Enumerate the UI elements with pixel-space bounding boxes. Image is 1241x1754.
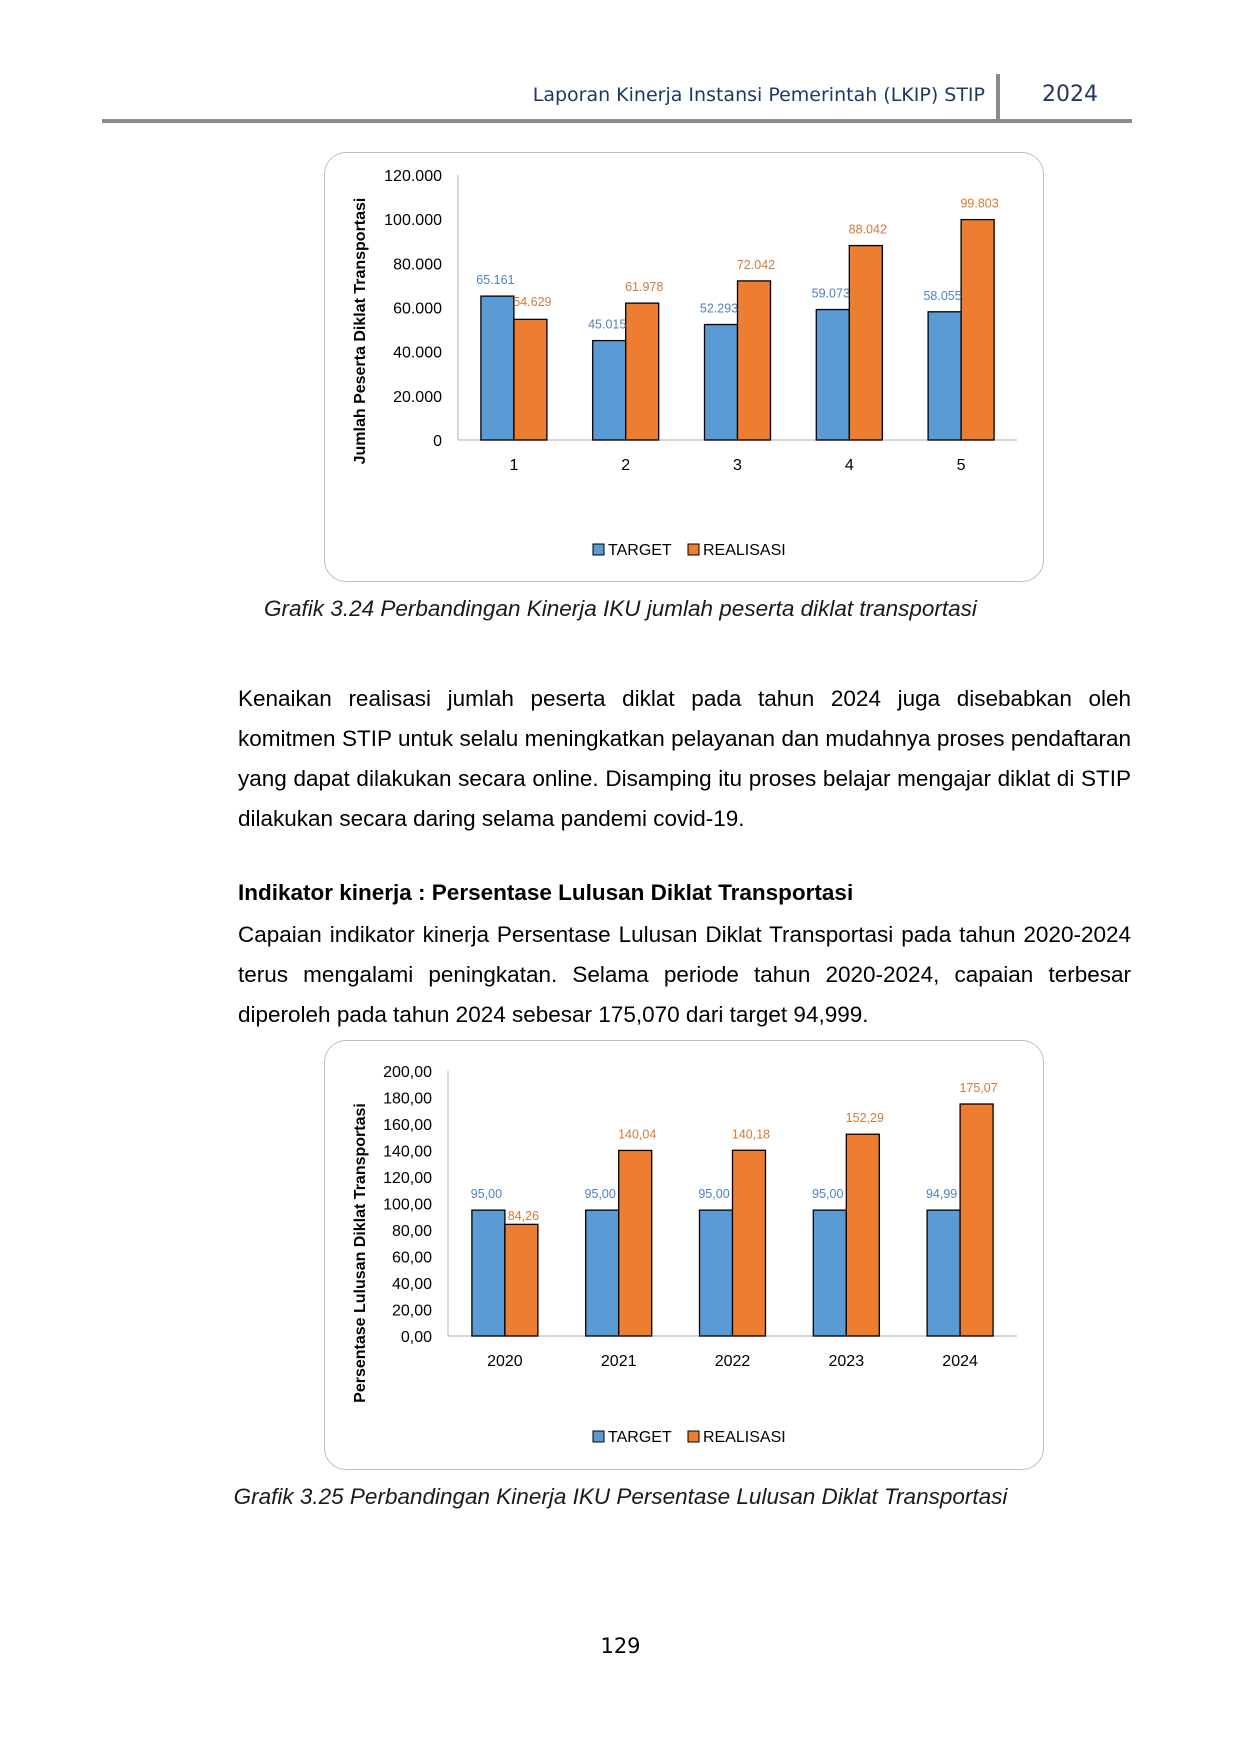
data-label-realisasi: 88.042 [848,222,887,237]
legend-label-realisasi: REALISASI [703,542,786,559]
y-tick-label: 0,00 [400,1329,432,1346]
bar-realisasi [849,246,882,440]
x-tick-label: 2023 [828,1353,865,1370]
chart-persentase-lulusan-svg [325,1041,1043,1469]
bar-target [700,1210,733,1336]
y-tick-label: 200,00 [383,1064,432,1081]
y-tick-label: 20,00 [391,1302,432,1320]
y-tick-label: 120.000 [384,168,442,185]
bar-target [705,325,738,440]
bar-realisasi [846,1134,879,1336]
data-label-realisasi: 152,29 [845,1111,884,1126]
header-divider [996,74,1000,122]
data-label-target: 94,99 [925,1187,958,1202]
y-tick-label: 100,00 [383,1196,432,1214]
bar-target [928,312,961,440]
data-label-realisasi: 84,26 [507,1209,540,1224]
y-axis-title: Jumlah Peserta Diklat Transportasi [352,197,369,465]
body-paragraph-1: Kenaikan realisasi jumlah peserta diklat pada tahun 2024 juga disebabkan oleh komitmen STIP untuk selalu meningkatkan pelayanan dan mudahnya proses pendaftaran yang dapat dilakukan secara online. Disamping itu proses belajar mengajar diklat di STIP dilakukan secara daring selama pandemi covid-19. [238,686,1131,831]
bar-target [481,296,514,440]
header-rule [102,119,1132,123]
bar-realisasi [960,1104,993,1336]
x-tick-label: 2024 [942,1353,978,1370]
bar-target [593,341,626,440]
x-tick-label: 2021 [600,1353,637,1370]
y-axis-title: Persentase Lulusan Diklat Transportasi [352,1103,369,1403]
data-label-realisasi: 72.042 [736,257,776,272]
chart-peserta-diklat [324,152,1044,582]
data-label-target: 65.161 [476,273,515,288]
legend-swatch-realisasi [688,544,699,555]
legend-swatch-target [593,1431,604,1442]
data-label-target: 52.293 [699,301,739,316]
x-tick-label: 2020 [487,1353,523,1370]
chart-caption-2: Grafik 3.25 Perbandingan Kinerja IKU Persentase Lulusan Diklat Transportasi [233,1484,1008,1509]
y-tick-label: 120,00 [383,1170,432,1187]
legend-label-realisasi: REALISASI [703,1429,786,1446]
y-tick-label: 160,00 [383,1117,432,1134]
data-label-target: 95,00 [584,1187,616,1202]
y-tick-label: 60.000 [393,300,442,318]
y-tick-label: 140,00 [383,1143,432,1161]
data-label-realisasi: 99.803 [960,196,999,211]
data-label-target: 45.015 [588,317,627,332]
legend-swatch-realisasi [688,1431,699,1442]
bar-target [927,1210,960,1336]
bar-realisasi [738,281,771,440]
report-title: Laporan Kinerja Instansi Pemerintah (LKIP) STIP [532,84,985,106]
bar-realisasi [505,1224,538,1336]
x-tick-label: 2022 [714,1353,751,1370]
data-label-target: 59.073 [811,286,850,301]
x-tick-label: 4 [844,457,854,474]
bar-realisasi [514,319,547,440]
data-label-realisasi: 61.978 [625,280,664,295]
bar-target [586,1210,619,1336]
bar-target [472,1210,505,1336]
y-tick-label: 180,00 [383,1090,432,1108]
bar-realisasi [626,303,659,440]
legend-swatch-target [593,544,604,555]
y-tick-label: 100.000 [384,212,442,230]
chart-caption-1: Grafik 3.24 Perbandingan Kinerja IKU jumlah peserta diklat transportasi [264,596,977,621]
data-label-target: 95,00 [698,1187,730,1202]
bar-realisasi [733,1150,766,1336]
page-number: 129 [600,1634,641,1658]
x-tick-label: 5 [956,457,966,474]
bar-target [813,1210,846,1336]
data-label-realisasi: 140,04 [618,1127,657,1142]
chart-persentase-lulusan [324,1040,1044,1470]
x-tick-label: 2 [621,457,631,474]
bar-target [816,310,849,440]
legend-label-target: TARGET [608,1429,672,1446]
y-tick-label: 60,00 [391,1249,432,1267]
y-tick-label: 20.000 [393,388,442,406]
data-label-realisasi: 175,07 [959,1081,998,1096]
chart-peserta-diklat-svg [325,153,1043,581]
data-label-target: 58.055 [923,288,962,303]
legend-label-target: TARGET [608,542,672,559]
data-label-realisasi: 140,18 [731,1127,771,1142]
y-tick-label: 40,00 [391,1276,432,1293]
data-label-realisasi: 54.629 [513,295,552,310]
data-label-target: 95,00 [470,1187,503,1202]
report-year: 2024 [1042,82,1098,107]
section-heading: Indikator kinerja : Persentase Lulusan Diklat Transportasi [238,880,854,905]
data-label-target: 95,00 [812,1187,844,1202]
body-paragraph-2: Capaian indikator kinerja Persentase Lulusan Diklat Transportasi pada tahun 2020-2024 terus mengalami peningkatan. Selama periode tahun 2020-2024, capaian terbesar diperoleh pada tahun 2024 sebesar 175,070 dari target 94,999. [238,922,1131,1027]
y-tick-label: 80,00 [391,1223,432,1240]
x-tick-label: 1 [509,457,519,474]
x-tick-label: 3 [733,457,742,474]
y-tick-label: 40.000 [393,344,442,362]
y-tick-label: 0 [433,433,442,450]
y-tick-label: 80.000 [393,256,442,274]
bar-realisasi [619,1150,652,1336]
bar-realisasi [961,220,994,440]
